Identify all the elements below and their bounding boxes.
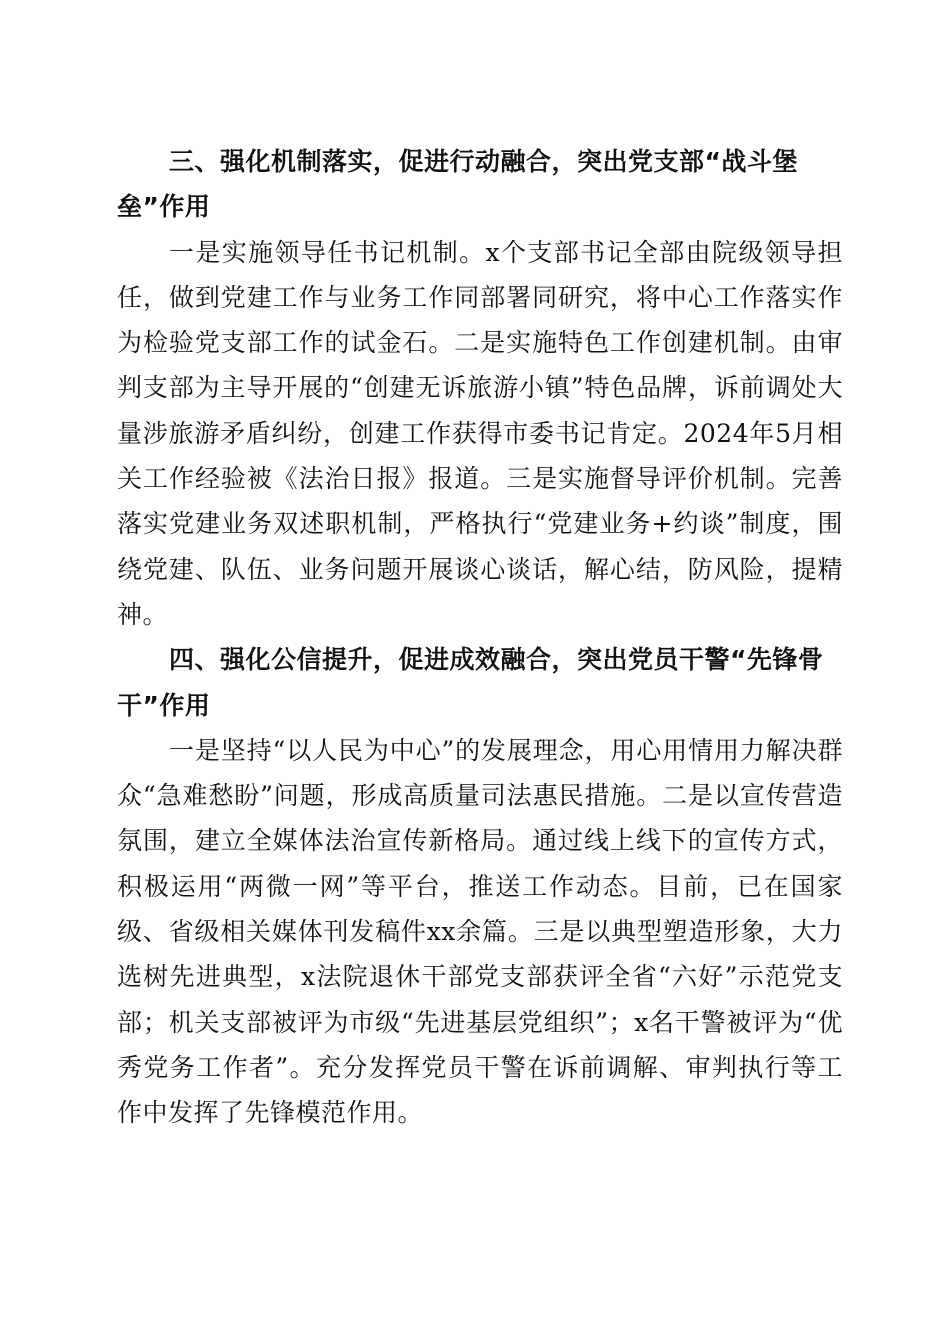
document-content [117, 139, 843, 1136]
section-4-heading: 四、强化公信提升，促进成效融合，突出党员干警“先锋骨干”作用 [117, 645, 824, 720]
section-3-body: 一是实施领导任书记机制。x个支部书记全部由院级领导担任，做到党建工作与业务工作同部署同研究，将中心工作落实作为检验党支部工作的试金石。二是实施特色工作创建机制。由审判支部为主导开展的“创建无诉旅游小镇”特色品牌，诉前调处大量涉旅游矛盾纠纷，创建工作获得市委书记肯定。2024年5月相关工作经验被《法治日报》报道。三是实施督导评价机制。完善落实党建业务双述职机制，严格执行“党建业务+约谈”制度，围绕党建、队伍、业务问题开展谈心谈话，解心结，防风险，提精神。 [117, 237, 843, 629]
section-4-body: 一是坚持“以人民为中心”的发展理念，用心用情用力解决群众“急难愁盼”问题，形成高质量司法惠民措施。二是以宣传营造氛围，建立全媒体法治宣传新格局。通过线上线下的宣传方式，积极运用“两微一网”等平台，推送工作动态。目前，已在国家级、省级相关媒体刊发稿件xx余篇。三是以典型塑造形象，大力选树先进典型，x法院退休干部党支部获评全省“六好”示范党支部；机关支部被评为市级“先进基层党组织”；x名干警被评为“优秀党务工作者”。充分发挥党员干警在诉前调解、审判执行等工作中发挥了先锋模范作用。 [117, 735, 843, 1128]
section-3-heading: 三、强化机制落实，促进行动融合，突出党支部“战斗堡垒”作用 [117, 147, 798, 222]
